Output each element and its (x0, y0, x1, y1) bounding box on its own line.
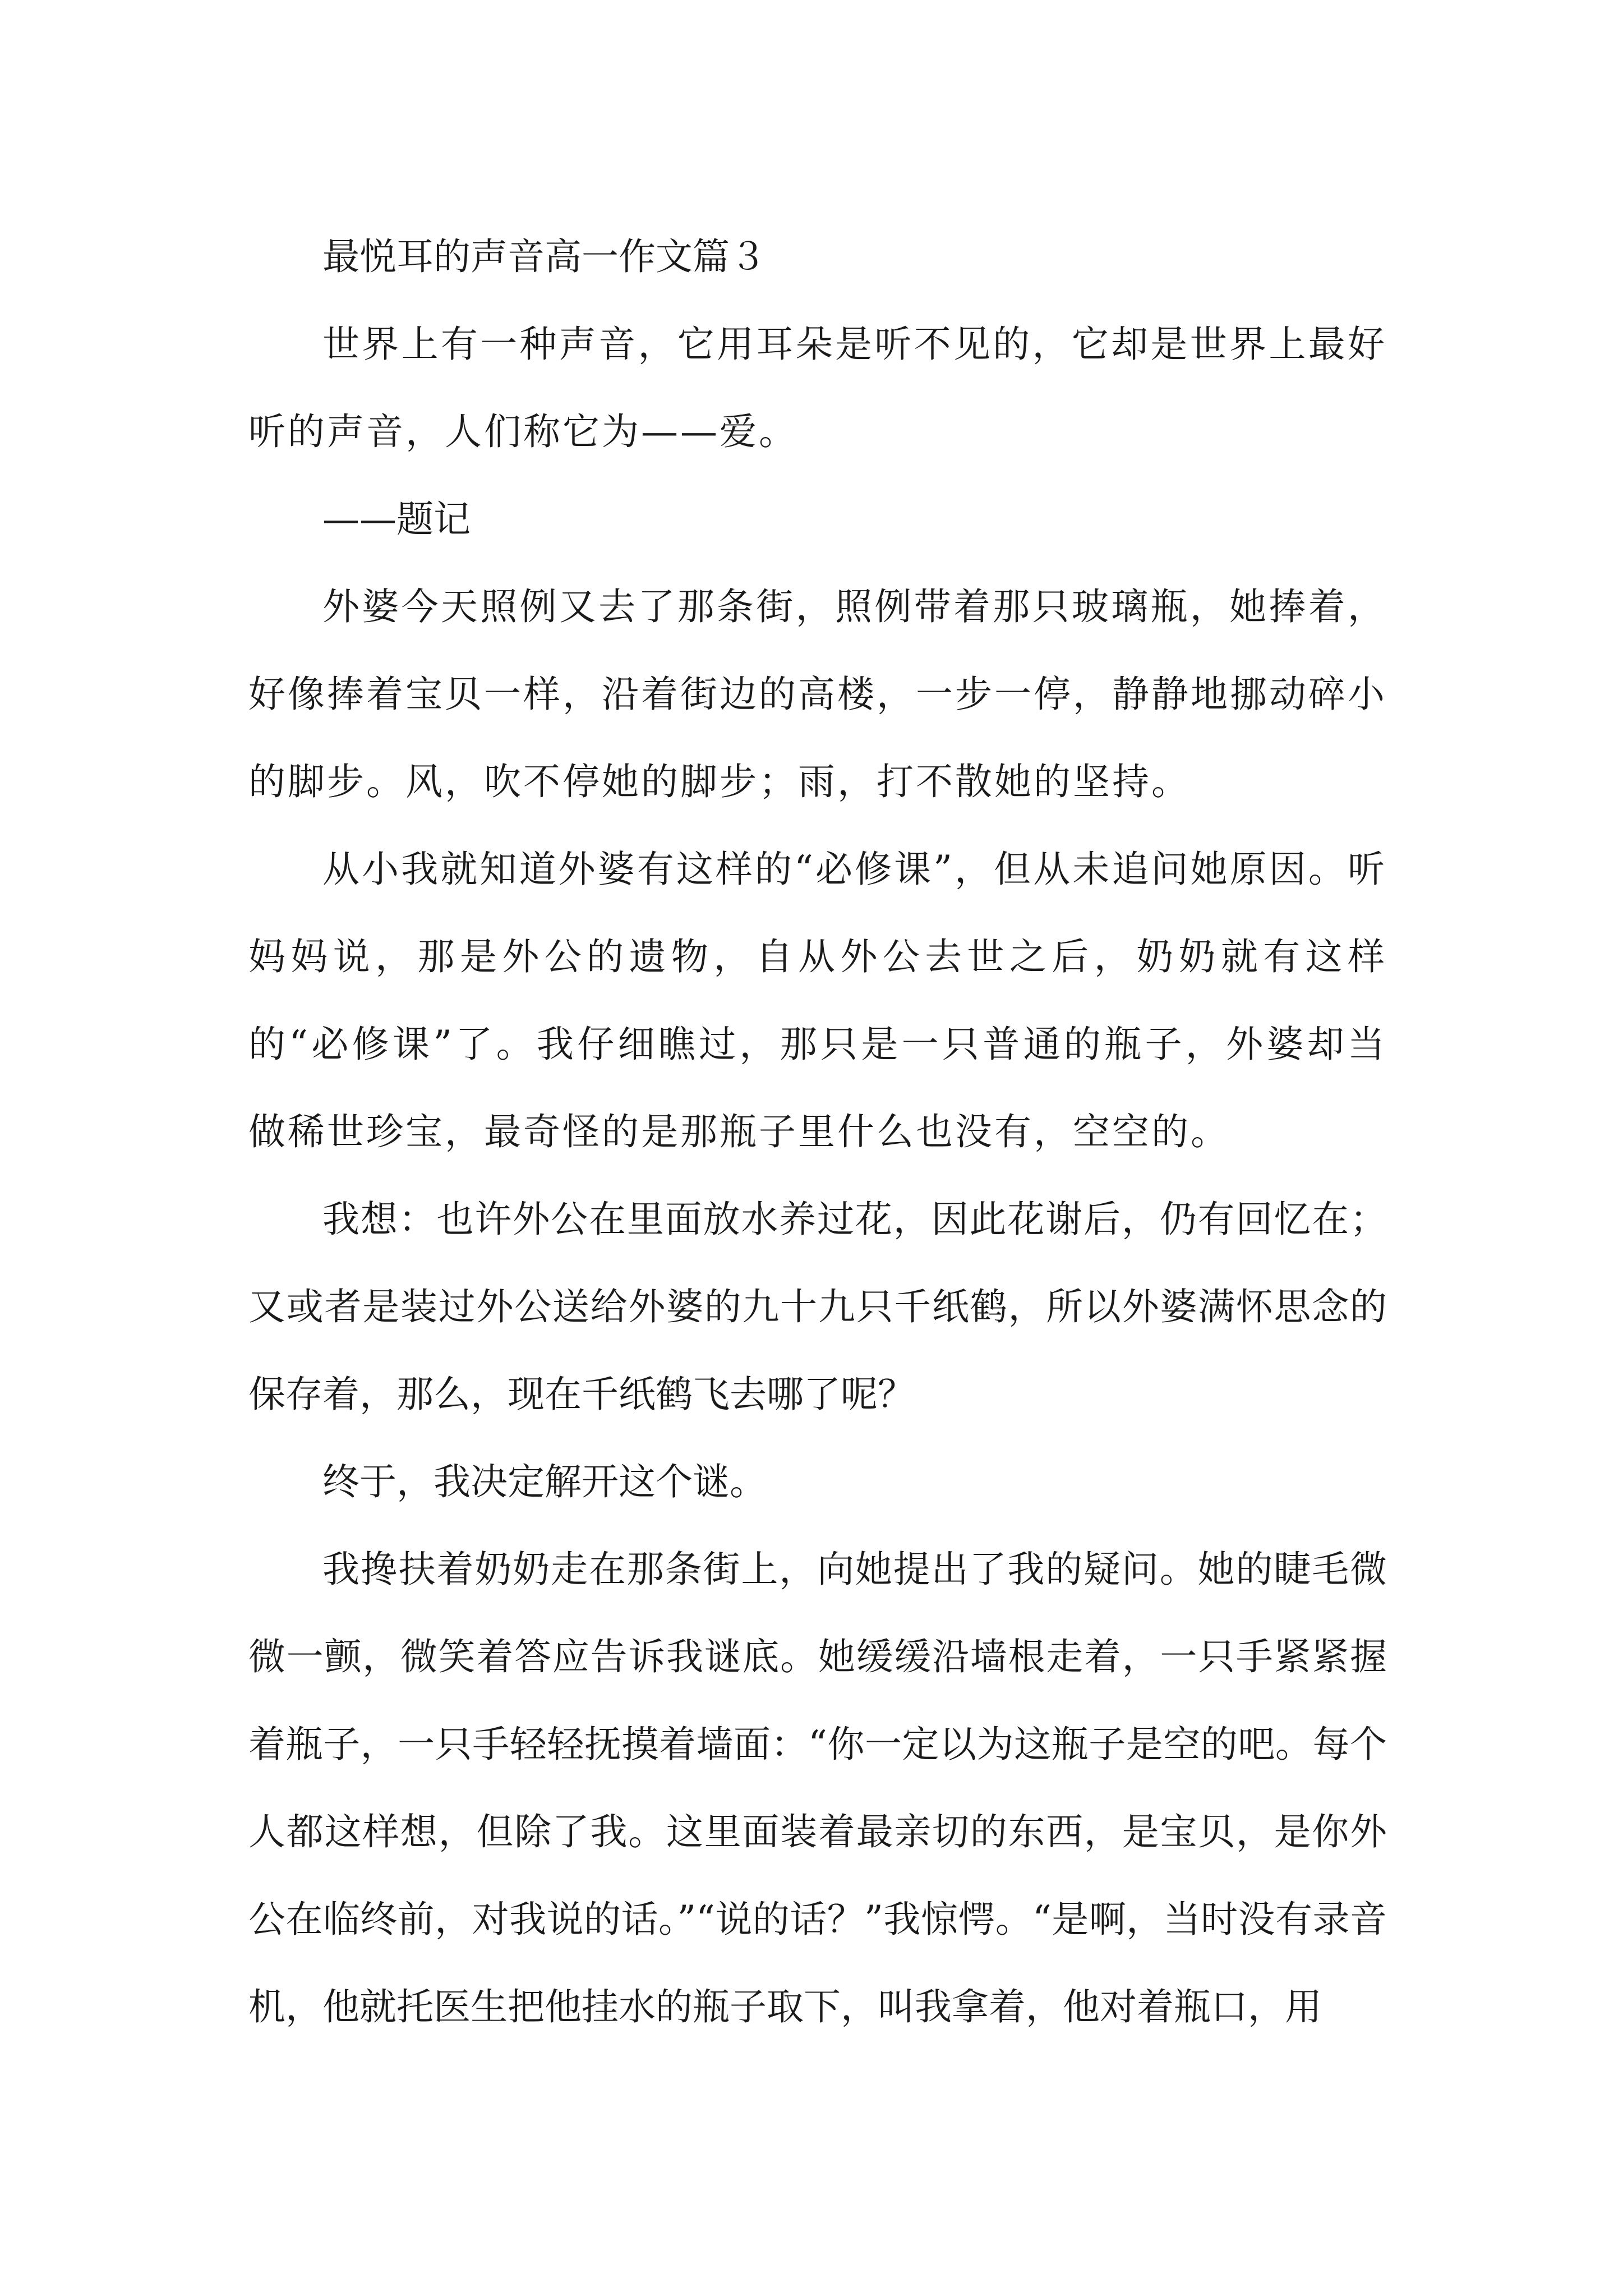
paragraph-2: 从小我就知道外婆有这样的“必修课”，但从未追问她原因。听妈妈说，那是外公的遗物，自从外公去世之后，奶奶就有这样的“必修课”了。我仔细瞧过，那只是一只普通的瓶子，外婆却当做稀世珍宝，最奇怪的是那瓶子里什么也没有，空空的。 (248, 848, 1387, 1153)
paragraph-5: 我搀扶着奶奶走在那条街上，向她提出了我的疑问。她的睫毛微微一颤，微笑着答应告诉我谜底。她缓缓沿墙根走着，一只手紧紧握着瓶子，一只手轻轻抚摸着墙面：“你一定以为这瓶子是空的吧。每个人都这样想，但除了我。这里面装着最亲切的东西，是宝贝，是你外公在临终前，对我说的话。”“说的话？”我惊愕。“是啊，当时没有录音机，他就托医生把他挂水的瓶子取下，叫我拿着，他对着瓶口，用 (248, 1548, 1387, 2028)
paragraph-1: 外婆今天照例又去了那条街，照例带着那只玻璃瓶，她捧着，好像捧着宝贝一样，沿着街边的高楼，一步一停，静静地挪动碎小的脚步。风，吹不停她的脚步；雨，打不散她的坚持。 (248, 585, 1387, 803)
paragraph-epigraph-attribution: ——题记 (322, 498, 471, 541)
paragraph-3: 我想：也许外公在里面放水养过花，因此花谢后，仍有回忆在；又或者是装过外公送给外婆的九十九只千纸鹤，所以外婆满怀思念的保存着，那么，现在千纸鹤飞去哪了呢？ (248, 1198, 1387, 1416)
essay-title: 最悦耳的声音高一作文篇３ (322, 235, 767, 278)
essay-body (248, 213, 1387, 2051)
paragraph-epigraph: 世界上有一种声音，它用耳朵是听不见的，它却是世界上最好听的声音，人们称它为——爱。 (248, 323, 1387, 453)
paragraph-4: 终于，我决定解开这个谜。 (322, 1460, 767, 1503)
